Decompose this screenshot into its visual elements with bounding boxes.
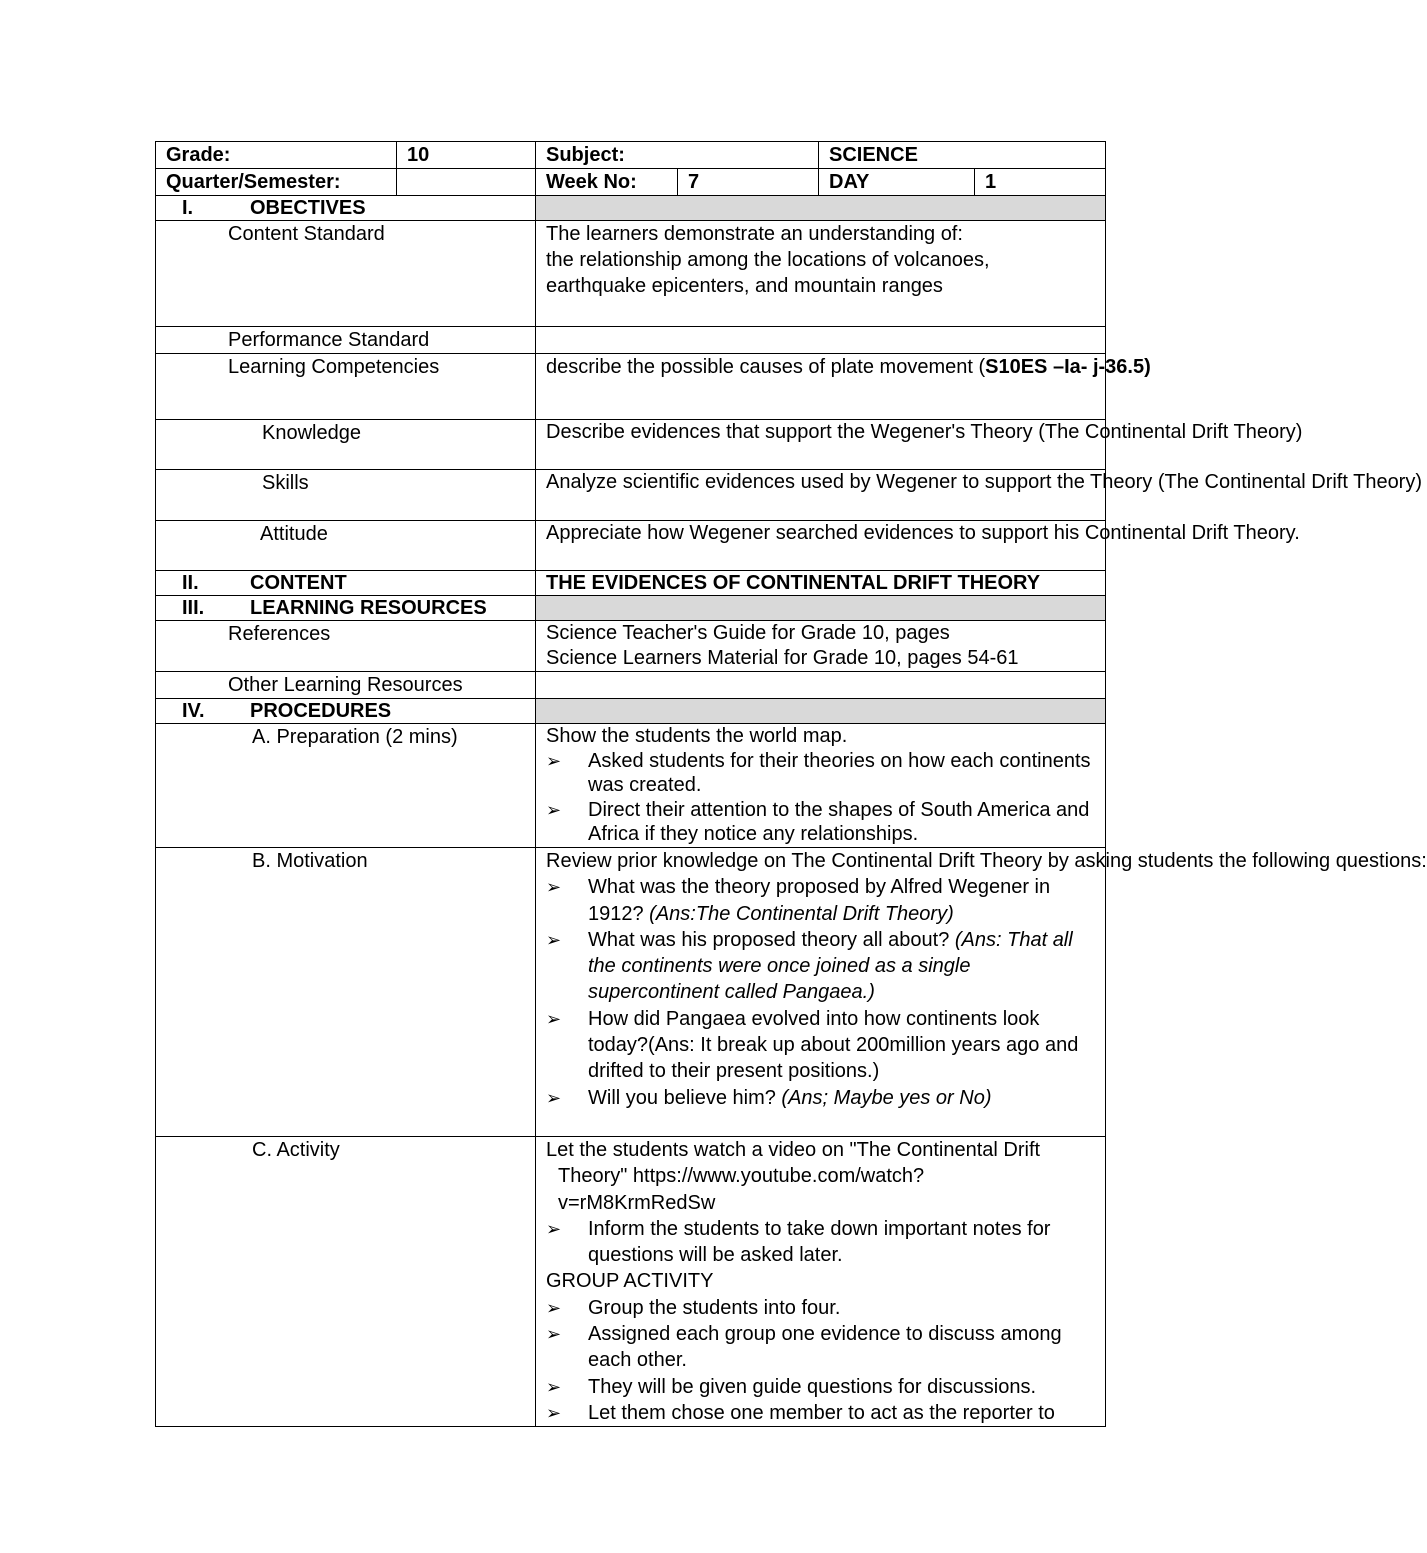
subject-value: SCIENCE: [819, 142, 1106, 169]
section-number: III.: [182, 597, 205, 619]
grade-value: 10: [397, 142, 536, 169]
group-activity-heading: GROUP ACTIVITY: [546, 1270, 714, 1293]
preparation-label: A. Preparation (2 mins): [156, 724, 536, 848]
content-standard-label: Content Standard: [156, 221, 536, 327]
attitude-label: Attitude: [156, 521, 536, 571]
row-motivation: [156, 848, 1106, 1137]
header-row-quarter: [156, 169, 1106, 196]
preparation-value: Show the students the world map. ➢ Asked students for their theories on how each continents was created. ➢ Direct their attention to the shapes of South America and Africa if they notice any relationships.: [536, 724, 1106, 848]
attitude-value: Appreciate how Wegener searched evidences to support his Continental Drift Theory.: [536, 521, 1106, 571]
week-value: 7: [678, 169, 819, 196]
section-title: PROCEDURES: [250, 700, 392, 722]
section-title: OBECTIVES: [250, 197, 366, 219]
list-item: ➢ Group the students into four.: [546, 1295, 1093, 1321]
section-shading: [536, 596, 1106, 621]
header-row-grade: [156, 142, 1106, 169]
knowledge-value: Describe evidences that support the Wegener's Theory (The Continental Drift Theory): [536, 420, 1106, 470]
section-resources: [156, 596, 1106, 621]
day-value: 1: [975, 169, 1106, 196]
row-skills: [156, 470, 1106, 521]
section-shading: [536, 699, 1106, 724]
content-topic: THE EVIDENCES OF CONTINENTAL DRIFT THEORY: [536, 571, 1106, 596]
competencies-label: Learning Competencies: [156, 354, 536, 420]
section-objectives: [156, 196, 1106, 221]
row-attitude: [156, 521, 1106, 571]
competencies-value: describe the possible causes of plate movement (S10ES –Ia- j-36.5): [536, 354, 1106, 420]
section-number: IV.: [182, 700, 205, 722]
subject-label: Subject:: [536, 142, 819, 169]
list-item: ➢ Will you believe him? (Ans; Maybe yes or No): [546, 1085, 1091, 1111]
list-item: ➢ Let them chose one member to act as the reporter to: [546, 1400, 1093, 1426]
other-resources-value: [536, 672, 1106, 699]
performance-standard-label: Performance Standard: [156, 327, 536, 354]
section-procedures: [156, 699, 1106, 724]
row-learning-competencies: [156, 354, 1106, 420]
list-item: ➢ Assigned each group one evidence to discuss among each other.: [546, 1321, 1093, 1374]
skills-label: Skills: [156, 470, 536, 521]
quarter-label: Quarter/Semester:: [156, 169, 397, 196]
list-item: ➢ Asked students for their theories on how each continents was created.: [546, 749, 1093, 798]
other-resources-label: Other Learning Resources: [156, 672, 536, 699]
row-content-standard: [156, 221, 1106, 327]
section-number: II.: [182, 572, 199, 594]
knowledge-label: Knowledge: [156, 420, 536, 470]
motivation-label: B. Motivation: [156, 848, 536, 1137]
row-knowledge: [156, 420, 1106, 470]
references-value: Science Teacher's Guide for Grade 10, pages Science Learners Material for Grade 10, pages 54-61: [536, 621, 1106, 672]
section-content: [156, 571, 1106, 596]
row-activity: [156, 1137, 1106, 1427]
row-references: [156, 621, 1106, 672]
activity-label: C. Activity: [156, 1137, 536, 1427]
activity-value: Let the students watch a video on "The Continental Drift Theory" https://www.youtube.com/watch? v=rM8KrmRedSw ➢ Inform the students to take down important notes for questions will be asked later. GROUP ACTIVITY ➢ Group the students into four. ➢ Assigned each group one evidence to discuss among each other. ➢ They will be given guide questions for discussions. ➢ Let them chose one member to act as the reporter to: [536, 1137, 1106, 1427]
list-item: ➢ How did Pangaea evolved into how continents look today?(Ans: It break up about 200million years ago and drifted to their present positions.): [546, 1006, 1091, 1085]
performance-standard-value: [536, 327, 1106, 354]
list-item: ➢ What was his proposed theory all about? (Ans: That all the continents were once joined as a single supercontinent called Pangaea.): [546, 927, 1091, 1006]
list-item: ➢ Inform the students to take down important notes for questions will be asked later.: [546, 1216, 1093, 1269]
day-label: DAY: [819, 169, 975, 196]
section-title: CONTENT: [250, 572, 347, 594]
references-label: References: [156, 621, 536, 672]
week-label: Week No:: [536, 169, 678, 196]
list-item: ➢ Direct their attention to the shapes of South America and Africa if they notice any relationships.: [546, 798, 1093, 847]
list-item: ➢ They will be given guide questions for discussions.: [546, 1374, 1093, 1400]
lesson-plan-table: [155, 141, 1427, 1427]
row-preparation: [156, 724, 1106, 848]
list-item: ➢ What was the theory proposed by Alfred Wegener in 1912? (Ans:The Continental Drift Theory): [546, 874, 1091, 927]
motivation-value: Review prior knowledge on The Continental Drift Theory by asking students the following questions: ➢ What was the theory proposed by Alfred Wegener in 1912? (Ans:The Continental Drift Theory) ➢ What was his proposed theory all about? (Ans: That all the continents were once joined as a single supercontinent called Pangaea.) ➢ How did Pangaea evolved into how continents look today?(Ans: It break up about 200million years ago and drifted to their present positions.) ➢ Will you believe him? (Ans; Maybe yes or No): [536, 848, 1106, 1137]
row-performance-standard: [156, 327, 1106, 354]
grade-label: Grade:: [156, 142, 397, 169]
section-number: I.: [182, 197, 194, 219]
content-standard-value: The learners demonstrate an understanding of: the relationship among the locations of volcanoes, earthquake epicenters, and mountain ranges: [536, 221, 1106, 327]
skills-value: Analyze scientific evidences used by Wegener to support the Theory (The Continental Drift Theory): [536, 470, 1106, 521]
quarter-value: [397, 169, 536, 196]
section-title: LEARNING RESOURCES: [250, 597, 487, 619]
row-other-resources: [156, 672, 1106, 699]
section-shading: [536, 196, 1106, 221]
